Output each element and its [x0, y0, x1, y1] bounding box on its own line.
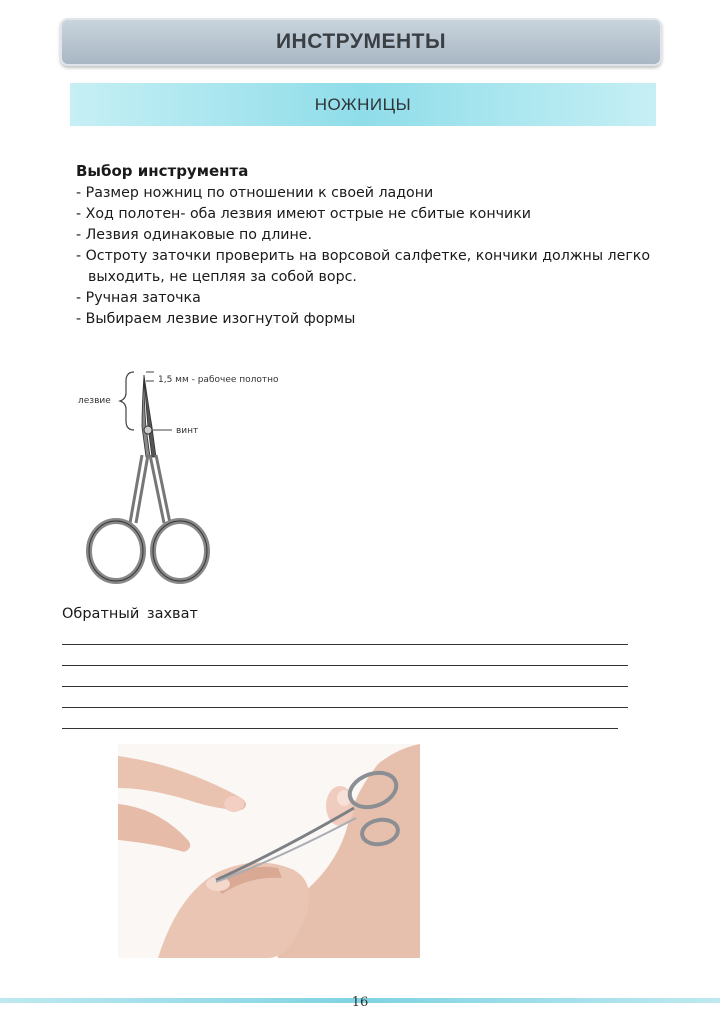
- screw-icon: [144, 426, 152, 434]
- page-title: ИНСТРУМЕНТЫ: [275, 30, 447, 53]
- writing-line: [62, 644, 628, 645]
- page-number: 16: [351, 995, 369, 1010]
- list-item: - Остроту заточки проверить на ворсовой салфетке, кончики должны легко выходить, не цепляя за собой ворс.: [76, 246, 656, 288]
- list-item: - Размер ножниц по отношении к своей ладони: [76, 183, 656, 204]
- writing-line: [62, 707, 628, 708]
- selection-heading: Выбор инструмента: [76, 162, 249, 180]
- list-item: - Выбираем лезвие изогнутой формы: [76, 309, 656, 330]
- writing-line: [62, 728, 618, 729]
- blade-label: лезвие: [78, 396, 111, 406]
- list-item: - Лезвия одинаковые по длине.: [76, 225, 656, 246]
- screw-label: винт: [176, 426, 199, 436]
- reverse-grip-photo: [118, 744, 420, 958]
- list-item: - Ручная заточка: [76, 288, 656, 309]
- list-item: - Ход полотен- оба лезвия имеют острые не сбитые кончики: [76, 204, 656, 225]
- section-title: НОЖНИЦЫ: [314, 94, 412, 114]
- grip-heading: Обратный захват: [62, 606, 198, 622]
- working-edge-label: 1,5 мм - рабочее полотно: [158, 375, 279, 385]
- title-banner: [60, 18, 662, 66]
- selection-criteria-list: [76, 183, 656, 330]
- subtitle-banner: [70, 83, 656, 126]
- scissors-diagram: [72, 345, 312, 595]
- writing-line: [62, 686, 628, 687]
- writing-line: [62, 665, 628, 666]
